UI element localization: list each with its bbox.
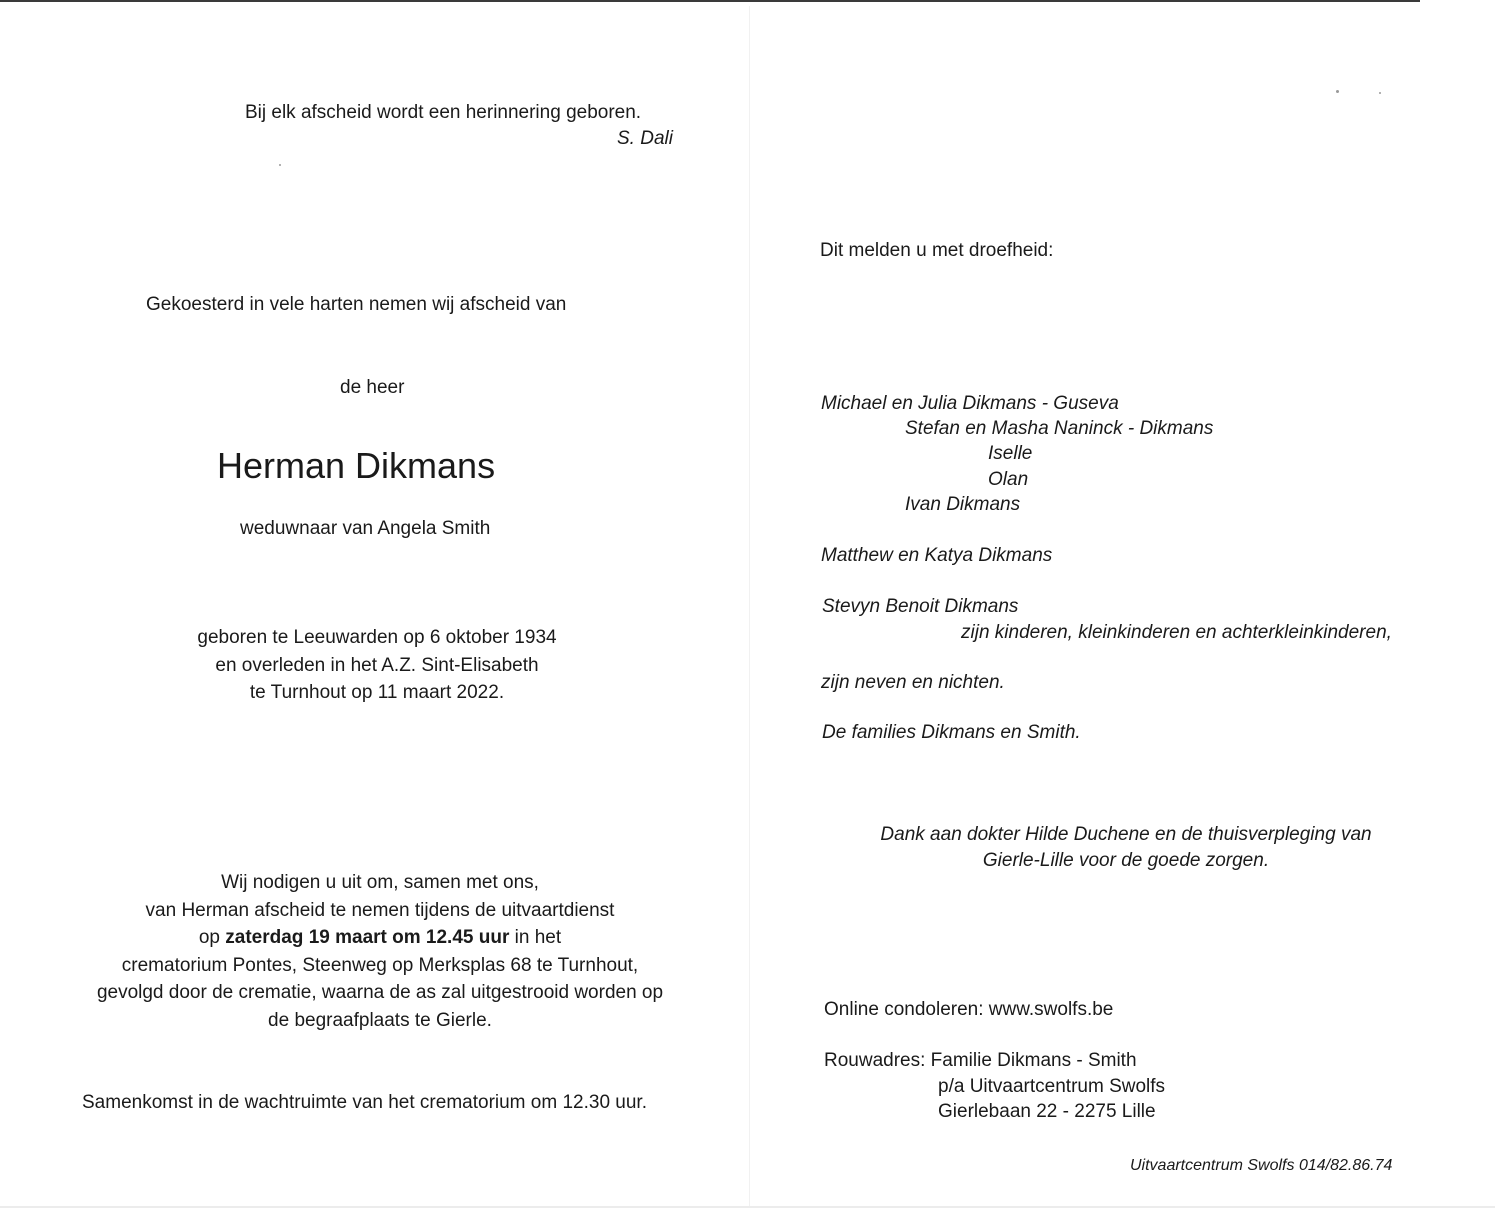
invitation-line: van Herman afscheid te nemen tijdens de uitvaartdienst <box>145 899 615 921</box>
intro-text: Gekoesterd in vele harten nemen wij afscheid van <box>146 294 567 315</box>
service-datetime: zaterdag 19 maart om 12.45 uur <box>225 927 510 948</box>
quote: Bij elk afscheid wordt een herinnering geboren. <box>245 102 642 123</box>
online-condolences: Online condoleren: www.swolfs.be <box>824 999 1114 1020</box>
salutation: de heer <box>340 377 405 398</box>
invitation-line: Wij nodigen u uit om, samen met ons, <box>221 872 539 893</box>
address-line: p/a Uitvaartcentrum Swolfs <box>938 1076 1166 1097</box>
death-line: en overleden in het A.Z. Sint-Elisabeth <box>215 654 539 676</box>
death-place-line: te Turnhout op 11 maart 2022. <box>249 682 505 703</box>
address-line: Gierlebaan 22 - 2275 Lille <box>938 1101 1156 1122</box>
invitation-date-line <box>40 924 720 952</box>
funeral-home-footer: Uitvaartcentrum Swolfs 014/82.86.74 <box>1130 1157 1393 1174</box>
family-line: Iselle <box>988 443 1033 464</box>
thanks-block <box>826 822 1426 874</box>
family-line: Michael en Julia Dikmans - Guseva <box>821 393 1119 414</box>
family-line: Stevyn Benoit Dikmans <box>822 596 1019 617</box>
address-line: Rouwadres: Familie Dikmans - Smith <box>824 1050 1137 1071</box>
invitation-line: gevolgd door de crematie, waarna de as zal uitgestrooid worden op <box>96 982 664 1003</box>
bottom-rule <box>0 1206 1495 1208</box>
birth-death-block <box>127 624 627 707</box>
thanks-line: Dank aan dokter Hilde Duchene en de thuisverpleging van <box>880 824 1372 845</box>
invitation-line: crematorium Pontes, Steenweg op Merksplas 68 te Turnhout, <box>121 954 639 976</box>
spouse-line: weduwnaar van Angela Smith <box>240 518 491 539</box>
thanks-line: Gierle-Lille voor de goede zorgen. <box>982 850 1270 871</box>
invitation-prefix: op <box>198 927 226 948</box>
quote-author: S. Dali <box>617 128 673 149</box>
invitation-line: de begraafplaats te Gierle. <box>268 1009 492 1031</box>
family-line: Stefan en Masha Naninck - Dikmans <box>905 418 1214 439</box>
scan-speck <box>1336 90 1339 93</box>
family-line: De families Dikmans en Smith. <box>822 722 1081 743</box>
top-rule <box>0 0 1420 2</box>
family-line: Matthew en Katya Dikmans <box>821 545 1053 566</box>
family-line: Ivan Dikmans <box>905 494 1021 515</box>
invitation-block <box>40 869 720 1034</box>
announcement: Dit melden u met droefheid: <box>820 240 1054 261</box>
family-line: Olan <box>988 469 1029 490</box>
scan-speck <box>1379 92 1381 94</box>
deceased-name: Herman Dikmans <box>217 445 496 486</box>
scan-speck <box>279 164 281 166</box>
gathering-text: Samenkomst in de wachtruimte van het crematorium om 12.30 uur. <box>82 1092 647 1113</box>
invitation-suffix: in het <box>509 927 562 948</box>
birth-line: geboren te Leeuwarden op 6 oktober 1934 <box>197 627 557 648</box>
family-line: zijn kinderen, kleinkinderen en achterkleinkinderen, <box>961 622 1392 643</box>
page-fold <box>749 6 750 1206</box>
family-line: zijn neven en nichten. <box>821 672 1005 693</box>
